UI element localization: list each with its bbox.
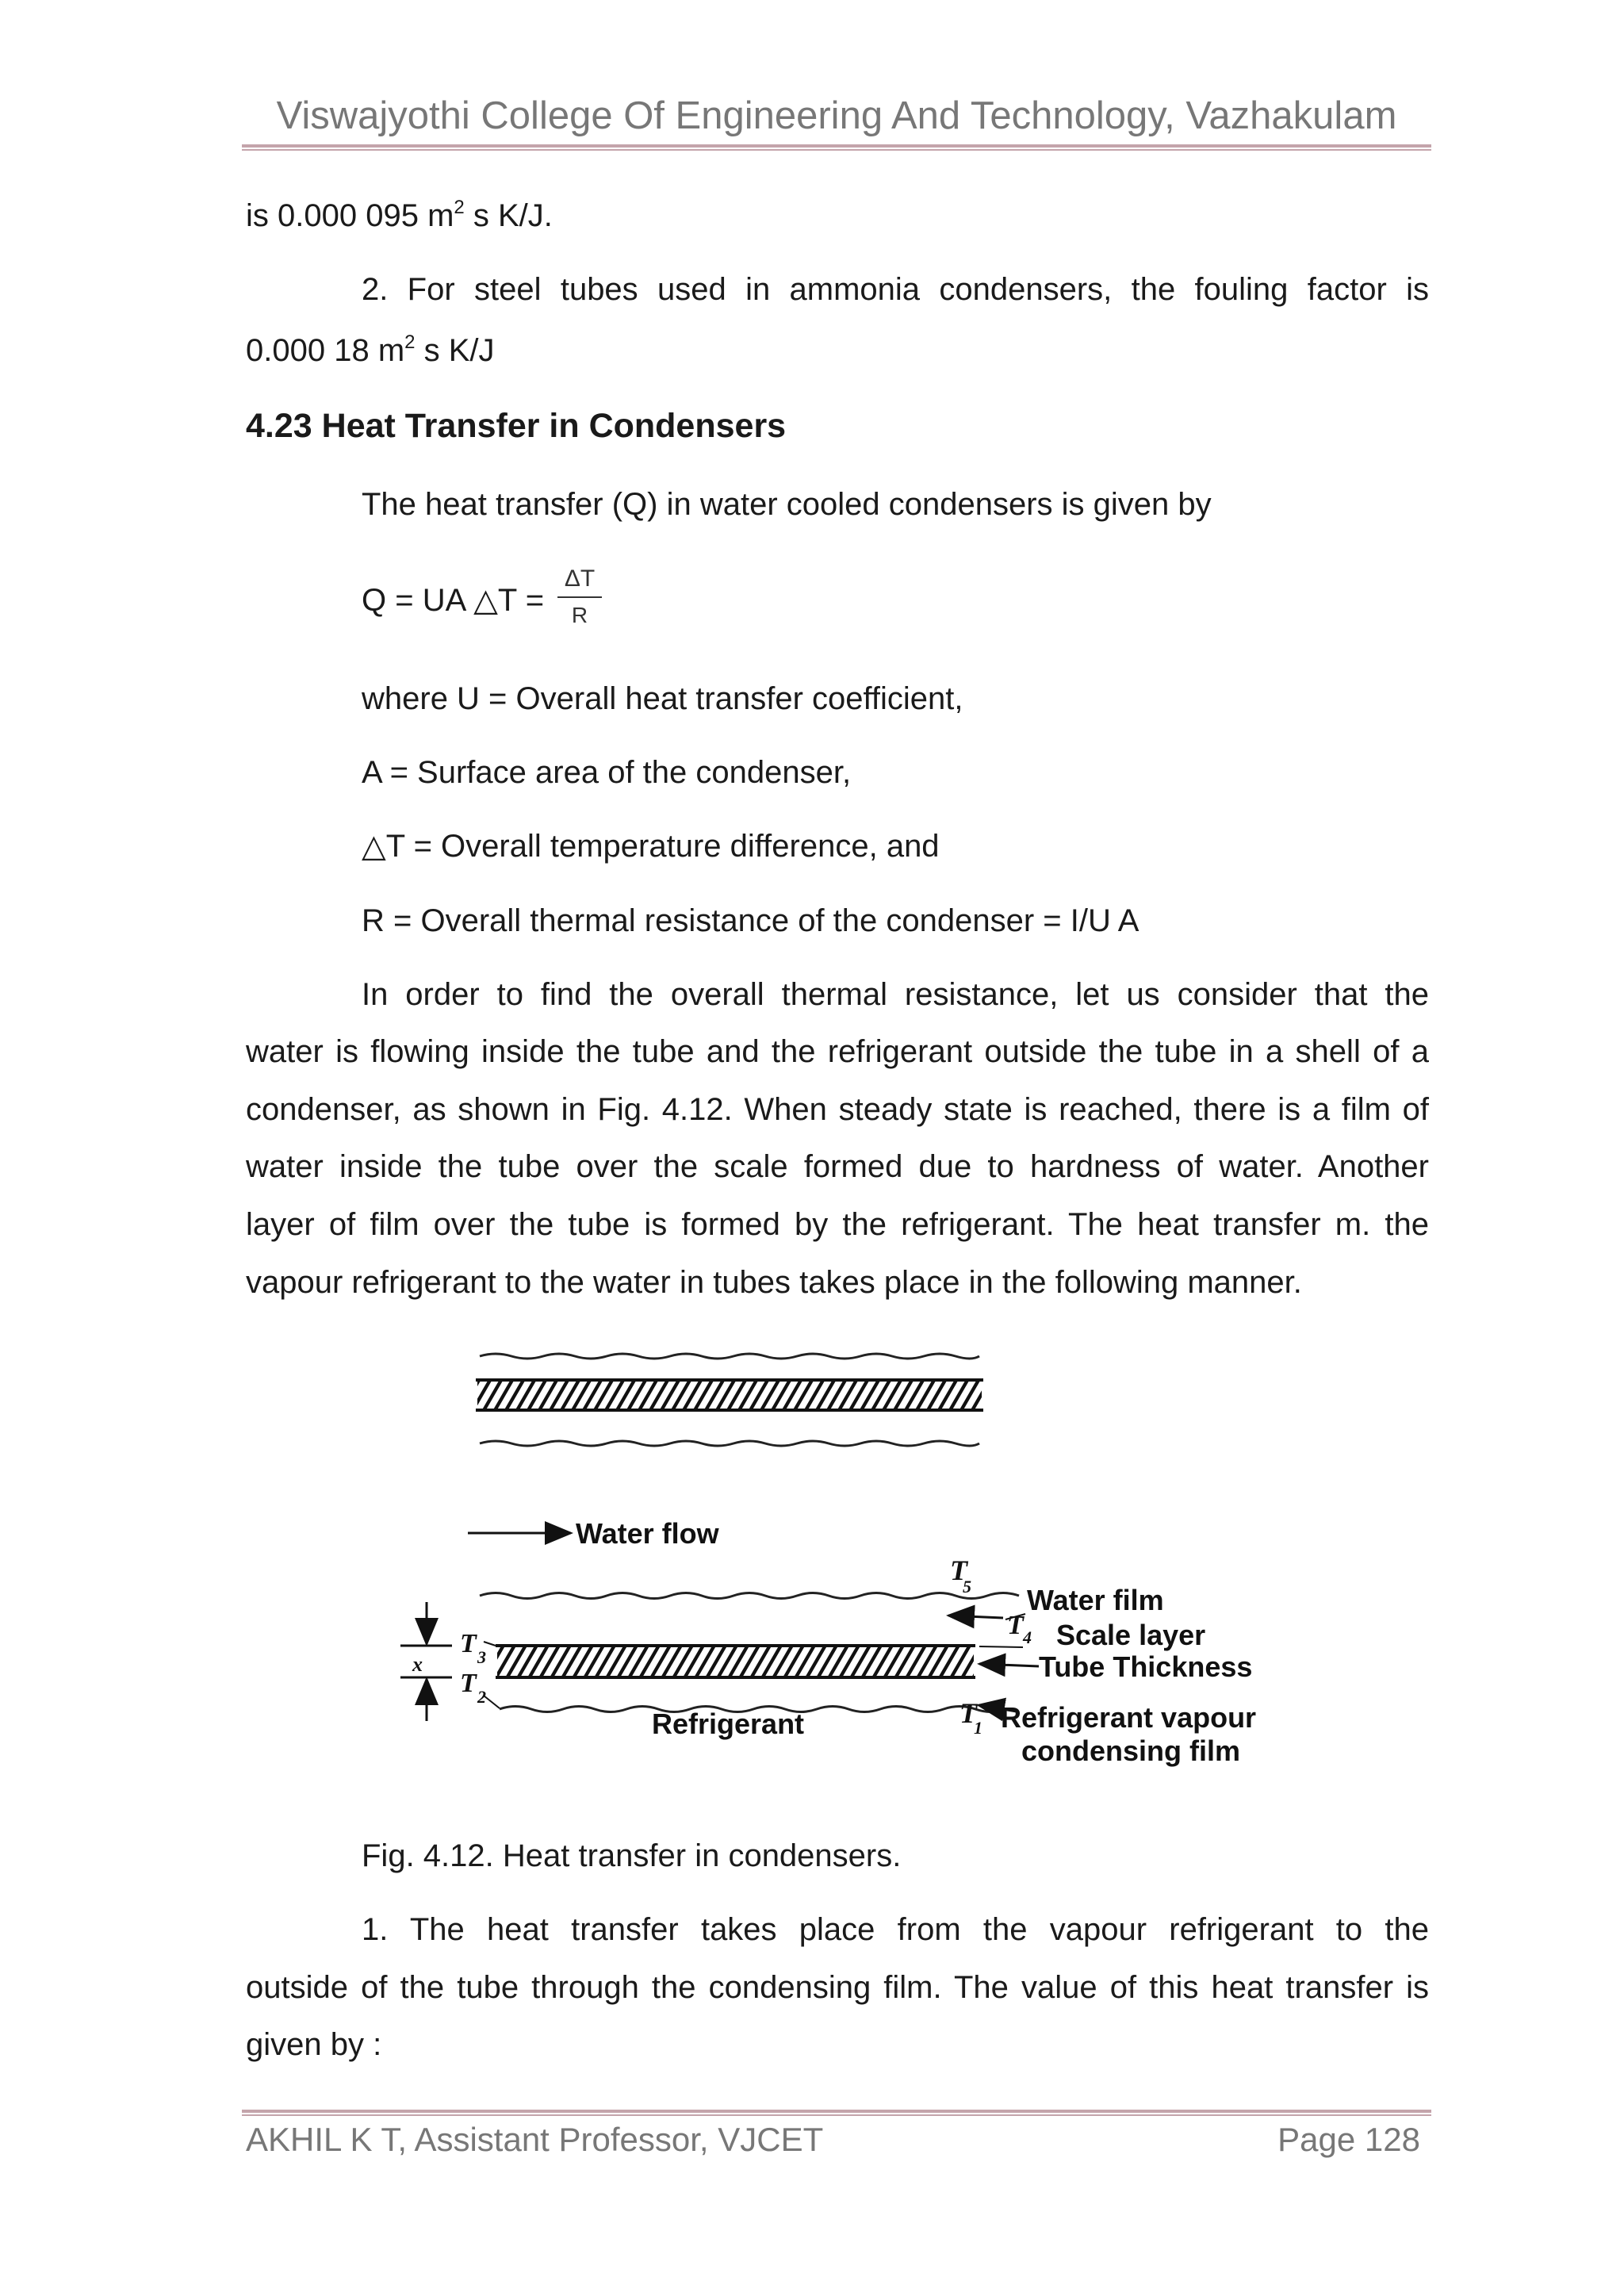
section-heading: 4.23 Heat Transfer in Condensers [246,407,787,445]
refrigerant-vapour-label-line2: condensing film [1021,1734,1241,1767]
header-divider [242,144,1431,151]
equation-denominator: R [571,603,588,627]
equation-lhs: Q = UA △T = [362,583,545,618]
paragraph-line: In order to find the overall thermal resistance, let us consider that the [362,977,1429,1012]
fouling-1-value: is 0.000 095 m [246,198,454,233]
equation-numerator: ΔT [564,565,596,592]
fouling-2-exponent: 2 [404,332,416,353]
paragraph-line: condenser, as shown in Fig. 4.12. When steady state is reached, there is a film of [246,1092,1429,1127]
t5-arrow [948,1616,1003,1618]
t1-subscript: 1 [974,1718,982,1738]
paragraph-line: water inside the tube over the scale formed due to hardness of water. Another [246,1149,1429,1184]
fraction-bar [557,596,602,598]
paragraph-line: water is flowing inside the tube and the refrigerant outside the tube in a shell of a [246,1034,1429,1069]
definition-r: R = Overall thermal resistance of the condenser = I/U A [362,903,1139,938]
para-steel-tubes-line2 [246,332,495,370]
tube-thickness-label: Tube Thickness [1039,1650,1253,1683]
t2-label: T [460,1669,477,1698]
paragraph-line: vapour refrigerant to the water in tubes takes place in the following manner. [246,1265,1302,1300]
footer-page-number: Page 128 [1277,2121,1420,2158]
figure-drawing [389,1340,1285,1784]
fouling-1-unit: s K/J. [464,198,553,233]
top-wavy-line-upper [480,1354,979,1359]
fouling-2-unit: s K/J [415,333,495,368]
footer-author: AKHIL K T, Assistant Professor, VJCET [246,2121,824,2158]
scale-layer-leader [979,1646,1023,1647]
figure-heat-transfer [389,1340,1285,1784]
t2-subscript: 2 [477,1687,486,1707]
refrigerant-label: Refrigerant [652,1708,805,1740]
para-steel-tubes-line1: 2. For steel tubes used in ammonia condensers, the fouling factor is [362,272,1429,307]
top-wavy-line-lower [480,1441,979,1446]
t5-label: T [950,1554,967,1586]
water-flow-label: Water flow [576,1517,719,1550]
t4-label: T [1007,1611,1024,1640]
thickness-x-label: x [412,1653,423,1676]
fouling-1-exponent: 2 [454,197,465,218]
last-paragraph-line: 1. The heat transfer takes place from the vapour refrigerant to the [362,1912,1429,1947]
footer-divider [242,2110,1431,2116]
paragraph-line: layer of film over the tube is formed by the refrigerant. The heat transfer m. the [246,1207,1429,1242]
scale-layer-label: Scale layer [1056,1619,1206,1651]
t3-subscript: 3 [477,1647,486,1667]
definition-a: A = Surface area of the condenser, [362,755,852,790]
water-film-label: Water film [1027,1584,1164,1616]
t2-leader [484,1696,500,1708]
last-paragraph-line: given by : [246,2027,382,2062]
equation-fraction [557,565,602,628]
fouling-2-value: 0.000 18 m [246,333,405,368]
refrigerant-vapour-label-line1: Refrigerant vapour [1001,1701,1257,1734]
t3-leader [484,1642,496,1646]
top-tube-hatch [477,1382,982,1409]
definition-u: where U = Overall heat transfer coefficient, [362,681,963,716]
tube-thickness-arrow [979,1664,1039,1666]
definition-delta-t: △T = Overall temperature difference, and [362,829,940,864]
water-film-wavy-line [480,1593,1019,1599]
intro-text: The heat transfer (Q) in water cooled condensers is given by [362,487,1212,522]
tube-wall-hatch [497,1647,974,1676]
figure-caption: Fig. 4.12. Heat transfer in condensers. [362,1838,902,1873]
t4-subscript: 4 [1023,1627,1032,1647]
t1-label: T [959,1697,977,1729]
text-line-fouling-1 [246,197,553,235]
last-paragraph-line: outside of the tube through the condensing film. The value of this heat transfer is [246,1970,1429,2005]
t3-label: T [460,1629,477,1658]
t5-subscript: 5 [963,1577,971,1596]
page-header-title: Viswajyothi College Of Engineering And Technology, Vazhakulam [276,94,1397,137]
